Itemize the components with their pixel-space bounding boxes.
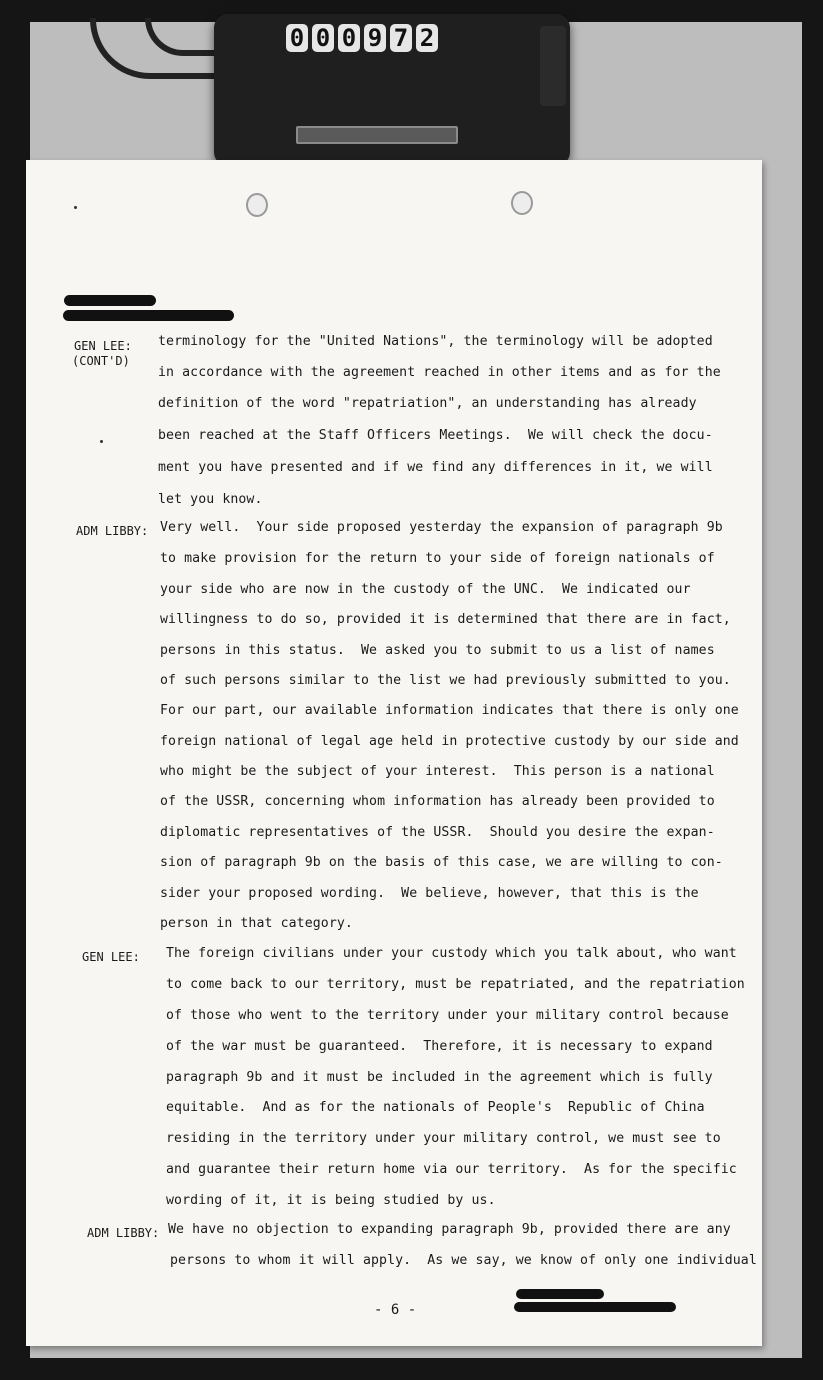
text-line: paragraph 9b and it must be included in the agreement which is fully xyxy=(166,1070,713,1085)
text-line: in accordance with the agreement reached in other items and as for the xyxy=(158,365,721,380)
text-line: let you know. xyxy=(158,492,263,507)
text-line: terminology for the "United Nations", the terminology will be adopted xyxy=(158,334,713,349)
speaker-note: (CONT'D) xyxy=(72,354,130,368)
text-line: persons in this status. We asked you to submit to us a list of names xyxy=(160,643,715,658)
text-line: of the USSR, concerning whom information has already been provided to xyxy=(160,794,715,809)
punch-hole xyxy=(511,191,533,215)
text-line: Very well. Your side proposed yesterday the expansion of paragraph 9b xyxy=(160,520,723,535)
text-line: your side who are now in the custody of the UNC. We indicated our xyxy=(160,582,691,597)
page-number: - 6 - xyxy=(374,1302,417,1318)
text-line: ment you have presented and if we find any differences in it, we will xyxy=(158,460,713,475)
counter-digit: 0 xyxy=(338,24,360,52)
text-line: foreign national of legal age held in protective custody by our side and xyxy=(160,734,739,749)
text-line: willingness to do so, provided it is determined that there are in fact, xyxy=(160,612,731,627)
punch-hole xyxy=(246,193,268,217)
text-line: of those who went to the territory under your military control because xyxy=(166,1008,729,1023)
text-line: to come back to our territory, must be repatriated, and the repatriation xyxy=(166,977,745,992)
text-line: of the war must be guaranteed. Therefore, it is necessary to expand xyxy=(166,1039,713,1054)
counter-slot xyxy=(296,126,458,144)
counter-knob xyxy=(540,26,566,106)
text-line: sion of paragraph 9b on the basis of this case, we are willing to con- xyxy=(160,855,723,870)
stray-mark xyxy=(74,206,77,209)
text-line: residing in the territory under your military control, we must see to xyxy=(166,1131,721,1146)
text-line: persons to whom it will apply. As we say, we know of only one individual xyxy=(170,1253,757,1268)
speaker-label: GEN LEE: xyxy=(74,339,132,353)
frame-counter xyxy=(286,24,438,54)
text-line: diplomatic representatives of the USSR. Should you desire the expan- xyxy=(160,825,715,840)
text-line: sider your proposed wording. We believe, however, that this is the xyxy=(160,886,699,901)
speaker-label: GEN LEE: xyxy=(82,950,140,964)
document-page xyxy=(26,160,762,1346)
counter-digit: 7 xyxy=(390,24,412,52)
speaker-label: ADM LIBBY: xyxy=(87,1226,160,1240)
text-line: person in that category. xyxy=(160,916,353,931)
text-line: who might be the subject of your interest. This person is a national xyxy=(160,764,715,779)
redaction-bar xyxy=(64,295,156,306)
stray-mark xyxy=(100,440,103,443)
redaction-bar xyxy=(516,1289,604,1299)
text-line: been reached at the Staff Officers Meetings. We will check the docu- xyxy=(158,428,713,443)
counter-digit: 2 xyxy=(416,24,438,52)
text-line: to make provision for the return to your side of foreign nationals of xyxy=(160,551,715,566)
text-line: and guarantee their return home via our territory. As for the specific xyxy=(166,1162,737,1177)
counter-digit: 0 xyxy=(286,24,308,52)
text-line: For our part, our available information indicates that there is only one xyxy=(160,703,739,718)
redaction-bar xyxy=(63,310,234,321)
text-line: wording of it, it is being studied by us. xyxy=(166,1193,496,1208)
text-line: definition of the word "repatriation", an understanding has already xyxy=(158,396,697,411)
text-line: equitable. And as for the nationals of People's Republic of China xyxy=(166,1100,705,1115)
speaker-label: ADM LIBBY: xyxy=(76,524,149,538)
redaction-bar xyxy=(514,1302,676,1312)
counter-digit: 0 xyxy=(312,24,334,52)
text-line: We have no objection to expanding paragraph 9b, provided there are any xyxy=(168,1222,731,1237)
text-line: of such persons similar to the list we had previously submitted to you. xyxy=(160,673,731,688)
counter-digit: 9 xyxy=(364,24,386,52)
text-line: The foreign civilians under your custody which you talk about, who want xyxy=(166,946,737,961)
